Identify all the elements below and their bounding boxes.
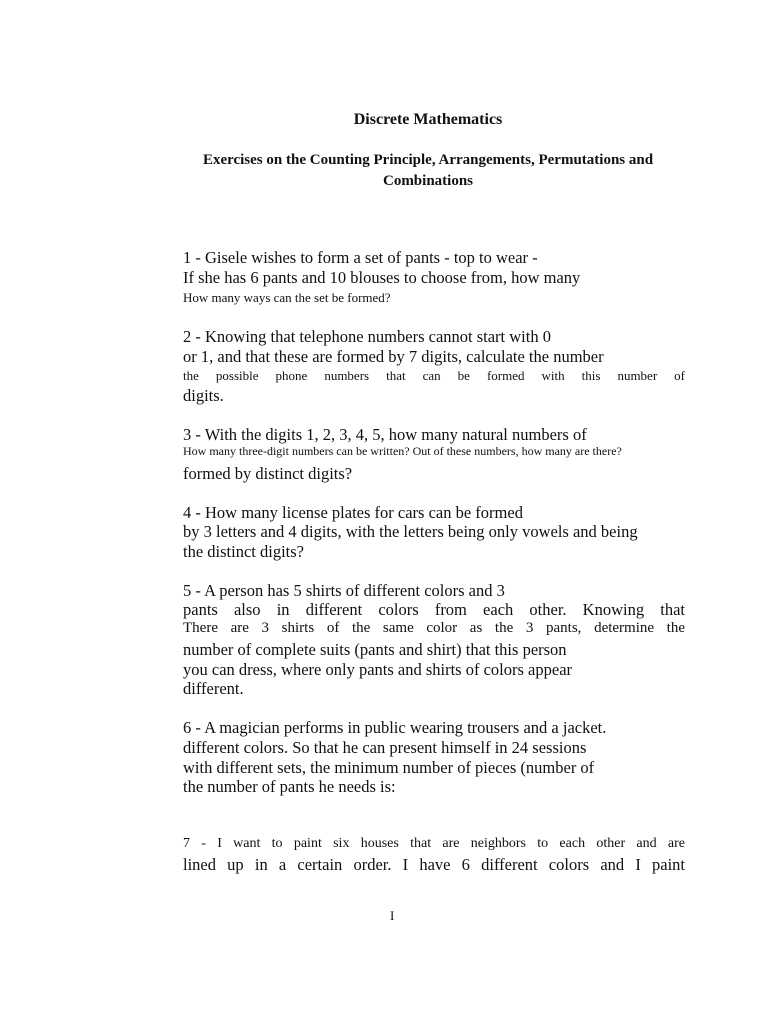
exercise-line: How many three-digit numbers can be written? Out of these numbers, how many are there? [183,444,622,458]
exercise-line: different. [183,679,244,698]
exercise-line: you can dress, where only pants and shirts of colors appear [183,660,573,679]
exercise-line: by 3 letters and 4 digits, with the letters being only vowels and being [183,522,638,541]
exercise-line: How many ways can the set be formed? [183,290,391,305]
page-number: I [390,908,395,923]
subtitle-line: Combinations [382,173,474,189]
exercise-line: the distinct digits? [183,542,304,561]
exercise-line: with different sets, the minimum number of pieces (number of [183,758,595,777]
exercise-line: pants also in different colors from each other. Knowing that [183,600,685,619]
exercise-line: 7 - I want to paint six houses that are neighbors to each other and are [183,836,685,851]
document-subtitle [178,150,678,192]
exercise-line: number of complete suits (pants and shirt) that this person [183,640,567,659]
exercise-line: 3 - With the digits 1, 2, 3, 4, 5, how many natural numbers of [183,425,587,444]
exercise-line: different colors. So that he can present himself in 24 sessions [183,738,587,757]
exercise-line: digits. [183,386,224,405]
exercise-line: There are 3 shirts of the same color as the 3 pants, determine the [183,620,685,636]
exercise-line: 2 - Knowing that telephone numbers cannot start with 0 [183,327,551,346]
exercise-line: lined up in a certain order. I have 6 different colors and I paint [183,855,685,874]
exercise-line: formed by distinct digits? [183,464,353,483]
document-title: Discrete Mathematics [353,111,503,128]
exercise-line: 6 - A magician performs in public wearing trousers and a jacket. [183,718,607,737]
exercise-line: the possible phone numbers that can be formed with this number of [183,368,685,383]
exercise-line: 5 - A person has 5 shirts of different colors and 3 [183,581,505,600]
exercise-line: 4 - How many license plates for cars can be formed [183,503,523,522]
exercise-line: or 1, and that these are formed by 7 digits, calculate the number [183,347,604,366]
exercise-line: If she has 6 pants and 10 blouses to choose from, how many [183,268,581,287]
subtitle-line: Exercises on the Counting Principle, Arrangements, Permutations and [202,152,654,168]
exercise-line: the number of pants he needs is: [183,777,396,796]
exercise-line: 1 - Gisele wishes to form a set of pants - top to wear - [183,248,538,267]
